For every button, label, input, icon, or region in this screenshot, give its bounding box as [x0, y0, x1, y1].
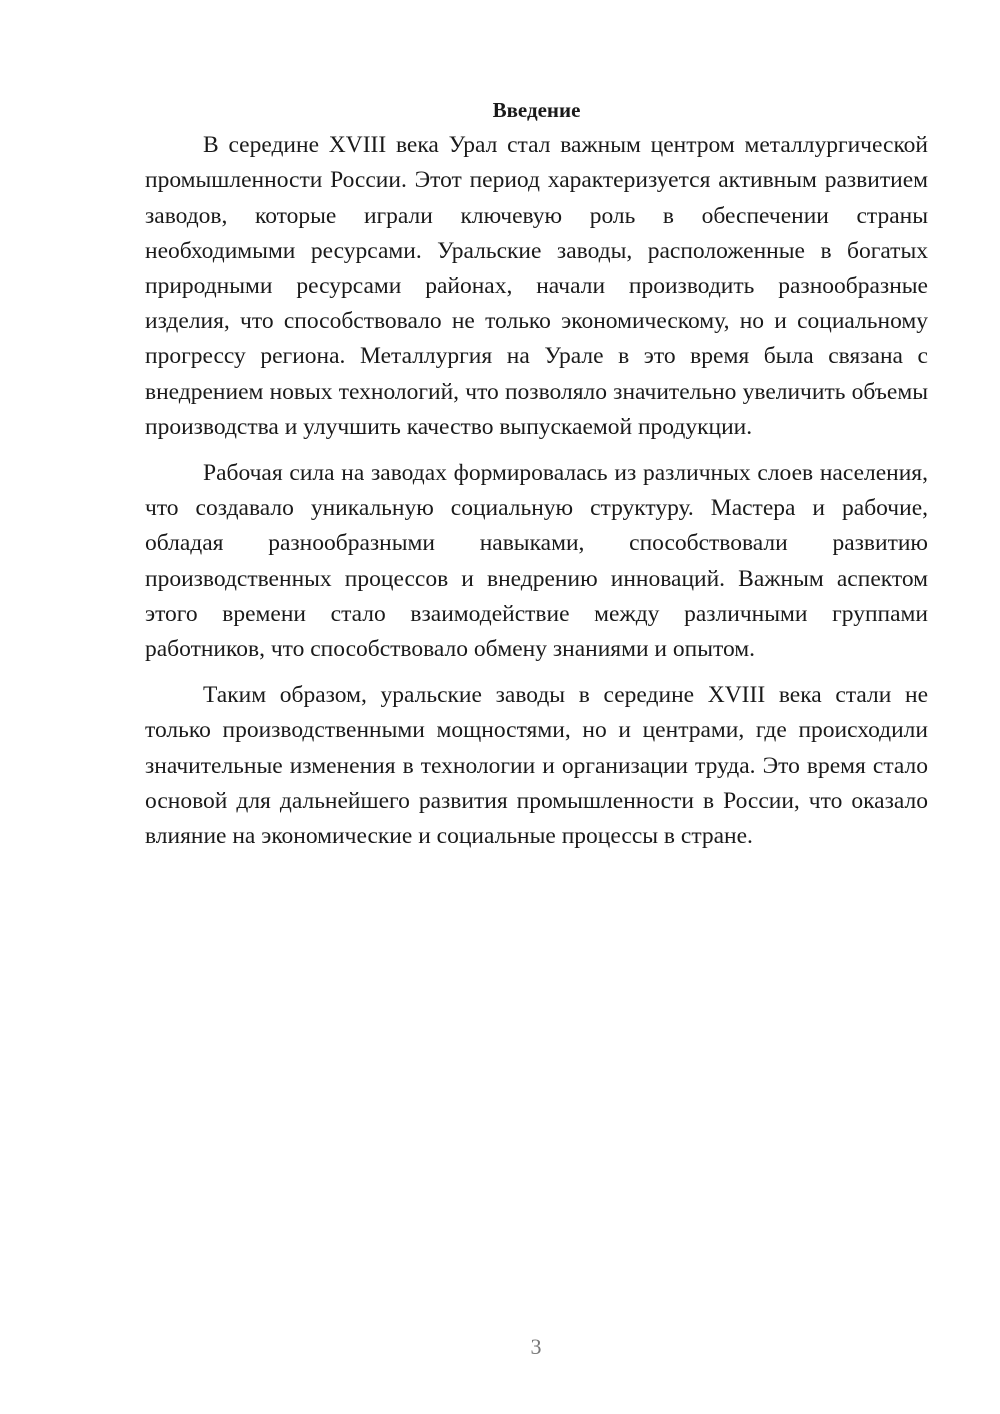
paragraph-2: Рабочая сила на заводах формировалась из различных слоев населения, что создавало уникальную социальную структуру. Мастера и рабочие, обладая разнообразными навыками, способствовали развитию производственных процессов и внедрению инноваций. Важным аспектом этого времени стало взаимодействие между различными группами работников, что способствовало обмену знаниями и опытом.: [145, 460, 928, 663]
section-title: Введение: [492, 98, 581, 122]
page-number: 3: [530, 1334, 542, 1359]
paragraph-1: В середине XVIII века Урал стал важным центром металлургической промышленности России. Этот период характеризуется активным развитием заводов, которые играли ключевую роль в обеспечении страны необходимыми ресурсами. Уральские заводы, расположенные в богатых природными ресурсами районах, начали производить разнообразные изделия, что способствовало не только экономическому, но и социальному прогрессу региона. Металлургия на Урале в это время была связана с внедрением новых технологий, что позволяло значительно увеличить объемы производства и улучшить качество выпускаемой продукции.: [145, 132, 928, 440]
paragraph-3: Таким образом, уральские заводы в середине XVIII века стали не только производственными мощностями, но и центрами, где происходили значительные изменения в технологии и организации труда. Это время стало основой для дальнейшего развития промышленности в России, что оказало влияние на экономические и социальные процессы в стране.: [145, 682, 928, 850]
document-body: [145, 93, 928, 854]
